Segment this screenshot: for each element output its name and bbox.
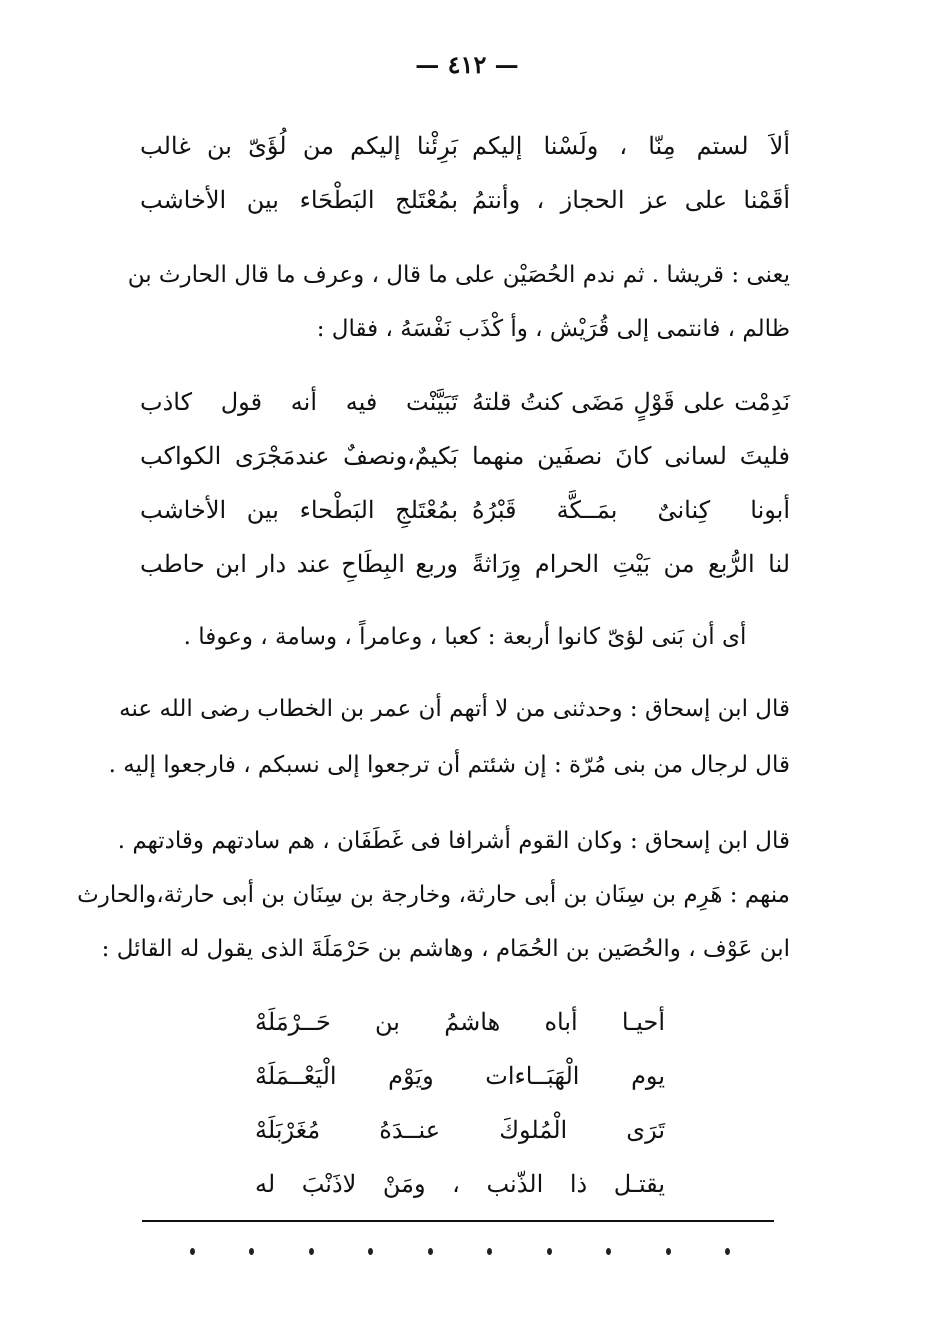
verse-first-hemistich: ألاَ لستم مِنّا ، ولَسْنا إليكم [472,132,790,160]
verse-second-hemistich: وربع البِطَاحِ عند دار ابن حاطب [140,550,458,578]
verse-first-hemistich: فليتَ لسانى كانَ نصفَين منهما [472,442,790,470]
verse-second-hemistich: بَكيمٌ،ونصفٌ عندمَجْرَى الكواكب [140,442,458,470]
explanatory-note: أى أن بَنى لؤىّ كانوا أربعة : كعبا ، وعامراً ، وسامة ، وعوفا . [183,624,747,650]
rajaz-line: أحيـا أباه هاشمُ بن حَــرْمَلَهْ [255,1008,665,1036]
ornament-dot [368,1248,373,1255]
ornament-dot [249,1248,254,1255]
verse-second-hemistich: بمُعْتَلج البَطْحَاء بين الأخاشب [140,186,458,214]
verse-line [140,124,790,168]
rajaz-line: تَرَى الْمُلوكَ عنــدَهُ مُغَرْبَلَهْ [255,1116,665,1144]
ornament-dot [606,1248,611,1255]
prose-line: ابن عَوْف ، والحُصَين بن الحُمَام ، وهاشم بن حَرْمَلَةَ الذى يقول له القائل : [101,936,790,962]
rajaz-line: يقتـل ذا الذّنب ، ومَنْ لاذَنْبَ له [255,1170,665,1198]
verse-first-hemistich: أبونا كِنانىٌ بمَــكَّة قَبْرُهُ [472,496,790,524]
prose-line: ظالم ، فانتمى إلى قُرَيْش ، وأ كْذَب نَفْسَهُ ، فقال : [316,316,790,342]
prose-line: منهم : هَرِم بن سِنَان بن أبى حارثة، وخارجة بن سِنَان بن أبى حارثة،والحارث [77,882,790,908]
ornament-dot [487,1248,492,1255]
verse-first-hemistich: لنا الرُّبع من بَيْتِ الحرام وِرَاثةً [472,550,790,578]
ornament-dot [428,1248,433,1255]
verse-first-hemistich: نَدِمْت على قَوْلٍ مَضَى كنتُ قلتهُ [472,388,790,416]
rajaz-line: يوم الْهَبَــاءات ويَوْم الْيَعْــمَلَهْ [255,1062,665,1090]
prose-line: قال ابن إسحاق : وكان القوم أشرافا فى غَطَفَان ، هم سادتهم وقادتهم . [117,828,790,854]
verse-line [140,488,790,532]
verse-first-hemistich: أقَمْنا على عز الحجاز ، وأنتمُ [472,186,790,214]
page-number: — ٤١٢ — [415,50,519,79]
verse-second-hemistich: تَبَيَّنْت فيه أنه قول كاذب [140,388,458,416]
verse-line [140,178,790,222]
verse-second-hemistich: بمُعْتَلجِ البَطْحاء بين الأخاشب [140,496,458,524]
verse-line [140,542,790,586]
verse-line [140,434,790,478]
prose-line: قال لرجال من بنى مُرّة : إن شئتم أن ترجعوا إلى نسبكم ، فارجعوا إليه . [108,752,790,778]
footnote-rule [142,1220,774,1222]
ornament-dot [666,1248,671,1255]
ornamental-dots [190,1248,730,1262]
ornament-dot [190,1248,195,1255]
verse-line [140,380,790,424]
verse-second-hemistich: بَرِئْنا إليكم من لُؤَىّ بن غالب [140,132,458,160]
ornament-dot [309,1248,314,1255]
prose-line: يعنى : قريشا . ثم ندم الحُصَيْن على ما قال ، وعرف ما قال الحارث بن [127,262,790,288]
ornament-dot [547,1248,552,1255]
prose-line: قال ابن إسحاق : وحدثنى من لا أتهم أن عمر بن الخطاب رضى الله عنه [119,696,790,722]
ornament-dot [725,1248,730,1255]
